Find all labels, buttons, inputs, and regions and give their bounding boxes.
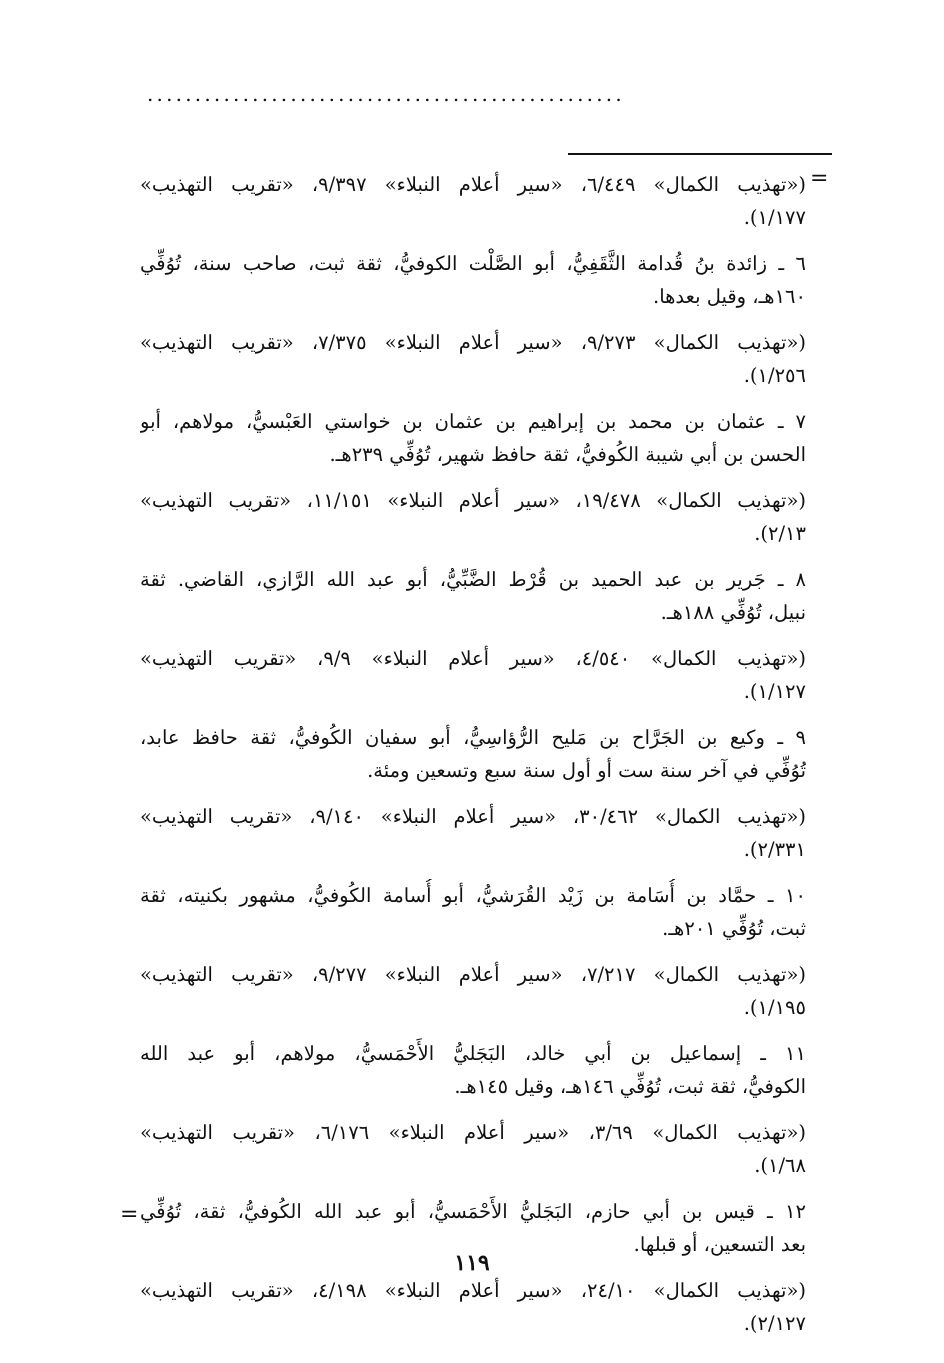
footnote-line: ١/١٩٥). — [743, 996, 806, 1019]
footnote-entry — [140, 326, 806, 392]
footnote-line: ١٦٠هـ، وقيل بعدها. — [653, 285, 806, 308]
footnote-line: («تهذيب الكمال» ٣٠/٤٦٢، «سير أعلام النبلاء» ٩/١٤٠، «تقريب التهذيب» — [140, 805, 806, 828]
entry-gap — [140, 1182, 806, 1195]
footnote-entry — [140, 168, 806, 234]
footnote-line: («تهذيب الكمال» ١٩/٤٧٨، «سير أعلام النبلاء» ١١/١٥١، «تقريب التهذيب» — [140, 489, 806, 512]
footnote-line: ٩ ـ وكيع بن الجَرَّاح بن مَليح الرُّؤاسِيُّ، أبو سفيان الكُوفيُّ، ثقة حافظ عابد، — [140, 726, 806, 749]
footnote-line: ٧ ـ عثمان بن محمد بن إبراهيم بن عثمان بن خواستي العَبْسيُّ، مولاهم، أبو — [140, 410, 806, 433]
continuation-mark-top: = — [810, 166, 829, 191]
entry-gap — [140, 471, 806, 484]
footnote-line: («تهذيب الكمال» ٦/٤٤٩، «سير أعلام النبلاء» ٩/٣٩٧، «تقريب التهذيب» — [140, 173, 806, 196]
footnote-line: تُوُفِّي في آخر سنة ست أو أول سنة سبع وتسعين ومئة. — [367, 759, 806, 782]
footnote-entry — [140, 958, 806, 1024]
footnote-line: («تهذيب الكمال» ٤/٥٤٠، «سير أعلام النبلاء» ٩/٩، «تقريب التهذيب» — [140, 647, 806, 670]
footnote-line: ٢/١٣). — [754, 522, 806, 545]
footnote-line: الكوفيُّ، ثقة ثبت، تُوُفِّي ١٤٦هـ، وقيل ١٤٥هـ. — [454, 1075, 806, 1098]
footnote-line: ثبت، تُوُفِّي ٢٠١هـ. — [662, 917, 806, 940]
entry-gap — [140, 629, 806, 642]
entry-gap — [140, 1024, 806, 1037]
footnote-entry — [140, 484, 806, 550]
footnote-entry — [140, 405, 806, 471]
footnote-line: ١٢ ـ قيس بن أبي حازم، البَجَليُّ الأَحْمَسيُّ، أبو عبد الله الكُوفيُّ، ثقة، تُوُفِّي — [140, 1200, 806, 1223]
footnote-line: ١٠ ـ حمَّاد بن أُسَامة بن زَيْد القُرَشيُّ، أبو أُسامة الكُوفيُّ، مشهور بكنيته، ثقة — [140, 884, 806, 907]
continuation-mark-bottom: = — [120, 1202, 139, 1227]
footnote-entry — [140, 1037, 806, 1103]
footnote-line: نبيل، تُوُفِّي ١٨٨هـ. — [660, 601, 806, 624]
entry-gap — [140, 708, 806, 721]
entry-gap — [140, 945, 806, 958]
footnote-line: («تهذيب الكمال» ٣/٦٩، «سير أعلام النبلاء» ٦/١٧٦، «تقريب التهذيب» — [140, 1121, 806, 1144]
footnote-line: ٢/٣٣١). — [743, 838, 806, 861]
footnote-entry — [140, 721, 806, 787]
footnote-line: («تهذيب الكمال» ٢٤/١٠، «سير أعلام النبلاء» ٤/١٩٨، «تقريب التهذيب» — [140, 1279, 806, 1302]
entry-gap — [140, 392, 806, 405]
footnote-line: ١١ ـ إسماعيل بن أبي خالد، البَجَليُّ الأَحْمَسيُّ، مولاهم، أبو عبد الله — [140, 1042, 806, 1065]
footnote-line: ٨ ـ جَرير بن عبد الحميد بن قُرْط الضَّبِّيُّ، أبو عبد الله الرَّازي، القاضي. ثقة — [140, 568, 806, 591]
entry-gap — [140, 1103, 806, 1116]
footnote-entry — [140, 563, 806, 629]
footnote-entry — [140, 642, 806, 708]
footnote-line: ٦ ـ زائدة بنُ قُدامة الثَّقَفِيُّ، أبو الصَّلْت الكوفيُّ، ثقة ثبت، صاحب سنة، تُوُفِّي — [140, 252, 806, 275]
page-number: ١١٩ — [454, 1250, 490, 1276]
footnote-line: ١/١٧٧). — [743, 206, 806, 229]
footnote-line: ١/٢٥٦). — [743, 364, 806, 387]
entry-gap — [140, 787, 806, 800]
footnote-entry — [140, 1274, 806, 1340]
footnote-line: («تهذيب الكمال» ٩/٢٧٣، «سير أعلام النبلاء» ٧/٣٧٥، «تقريب التهذيب» — [140, 331, 806, 354]
footnote-entry — [140, 247, 806, 313]
entry-gap — [140, 234, 806, 247]
footnote-line: الحسن بن أبي شيبة الكُوفيُّ، ثقة حافظ شهير، تُوُفِّي ٢٣٩هـ. — [329, 443, 806, 466]
footnote-entry — [140, 1116, 806, 1182]
footnote-line: ١/٦٨). — [754, 1154, 806, 1177]
footnote-entry — [140, 879, 806, 945]
footnote-entry — [140, 800, 806, 866]
footnote-line: («تهذيب الكمال» ٧/٢١٧، «سير أعلام النبلاء» ٩/٢٧٧، «تقريب التهذيب» — [140, 963, 806, 986]
header-dotted-rule: .................................................. — [147, 84, 625, 104]
footnote-line: ١/١٢٧). — [743, 680, 806, 703]
footnote-line: ٢/١٢٧). — [743, 1312, 806, 1335]
entry-gap — [140, 866, 806, 879]
footnotes-block — [140, 168, 806, 1340]
entry-gap — [140, 313, 806, 326]
entry-gap — [140, 550, 806, 563]
footnote-rule — [568, 153, 832, 155]
footnote-line: بعد التسعين، أو قبلها. — [633, 1233, 806, 1256]
